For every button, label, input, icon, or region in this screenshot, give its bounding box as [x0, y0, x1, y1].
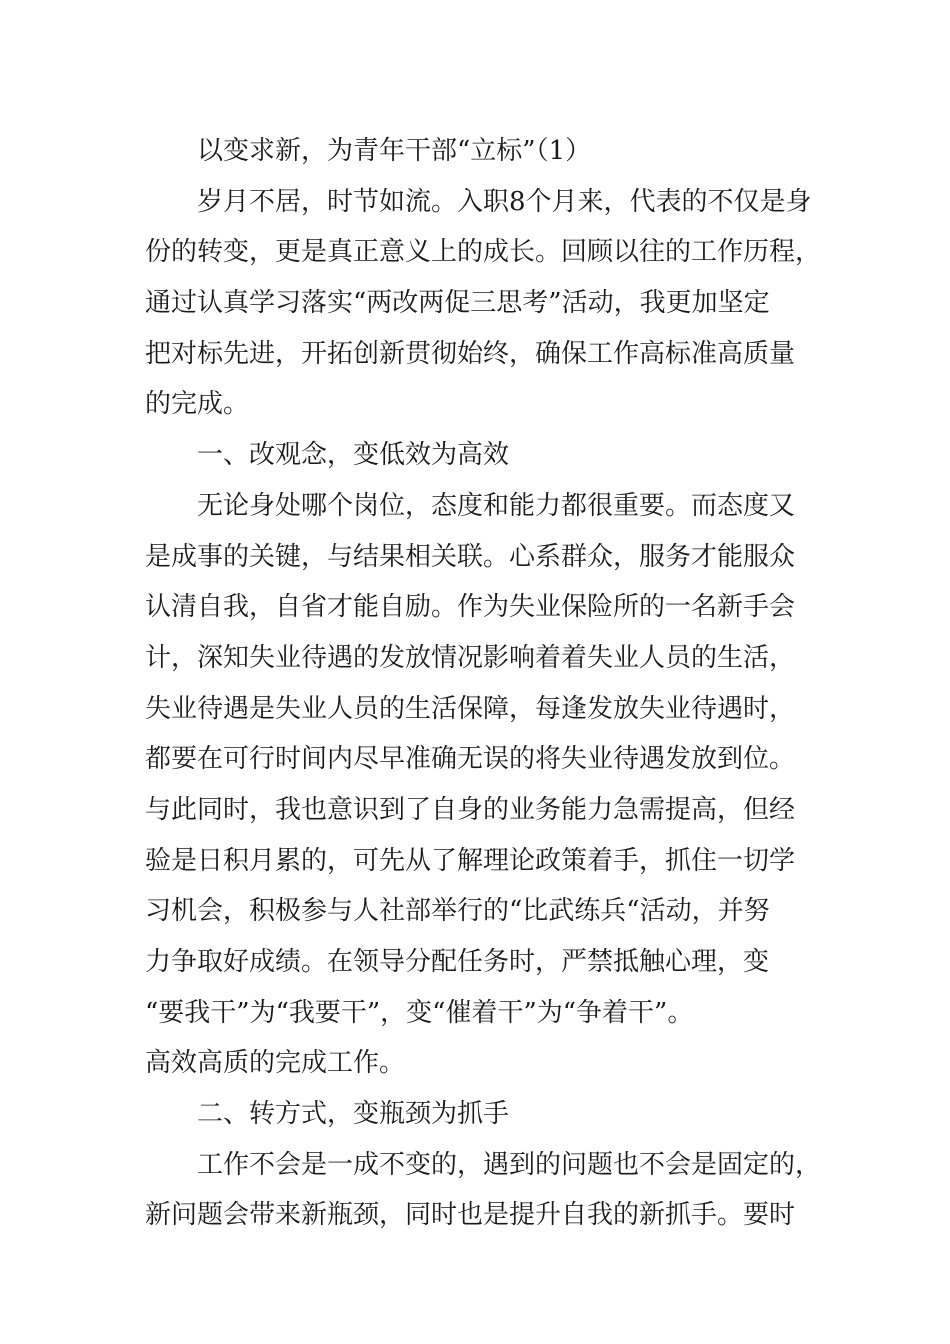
paragraph-section-2 [145, 1140, 835, 1241]
document-body [145, 126, 835, 1241]
text-line: 计，深知失业待遇的发放情况影响着着失业人员的生活， [145, 642, 796, 673]
paragraph-section-1 [145, 481, 835, 1089]
section-heading-2 [145, 1089, 835, 1140]
text-line: 习机会，积极参与人社部举行的“比武练兵“活动，并努 [145, 896, 770, 927]
text-line: 通过认真学习落实“两改两促三思考”活动，我更加坚定 [145, 288, 770, 319]
text-line: 无论身处哪个岗位，态度和能力都很重要。而态度又 [197, 490, 796, 521]
text-line: 把对标先进，开拓创新贯彻始终，确保工作高标准高质量 [145, 338, 796, 369]
text-line: 验是日积月累的，可先从了解理论政策着手，抓住一切学 [145, 845, 796, 876]
text-line: 与此同时，我也意识到了自身的业务能力急需提高，但经 [145, 794, 796, 825]
text-line: 新问题会带来新瓶颈，同时也是提升自我的新抓手。要时 [145, 1200, 796, 1231]
text-line: “要我干”为“我要干”，变“催着干”为“争着干”。 [145, 997, 694, 1028]
text-line: 的完成。 [145, 389, 250, 420]
text-line: 高效高质的完成工作。 [145, 1048, 406, 1079]
paragraph-intro [145, 177, 835, 430]
text-line: 岁月不居，时节如流。入职8个月来，代表的不仅是身 [197, 186, 812, 217]
text-line: 失业待遇是失业人员的生活保障，每逢发放失业待遇时， [145, 693, 796, 724]
section-heading-1 [145, 430, 835, 481]
text-line: 力争取好成绩。在领导分配任务时，严禁抵触心理，变 [145, 947, 770, 977]
heading-line: 二、转方式，变瓶颈为抓手 [197, 1099, 510, 1130]
text-line: 都要在可行时间内尽早准确无误的将失业待遇发放到位。 [145, 744, 796, 775]
document-title: 以变求新，为青年干部“立标”（1） [197, 136, 592, 166]
text-line: 工作不会是一成不变的，遇到的问题也不会是固定的， [197, 1149, 822, 1180]
text-line: 认清自我，自省才能自励。作为失业保险所的一名新手会 [145, 592, 796, 623]
heading-line: 一、改观念，变低效为高效 [197, 440, 510, 471]
text-line: 是成事的关键，与结果相关联。心系群众，服务才能服众 [145, 541, 796, 572]
text-line: 份的转变，更是真正意义上的成长。回顾以往的工作历程， [145, 237, 822, 268]
